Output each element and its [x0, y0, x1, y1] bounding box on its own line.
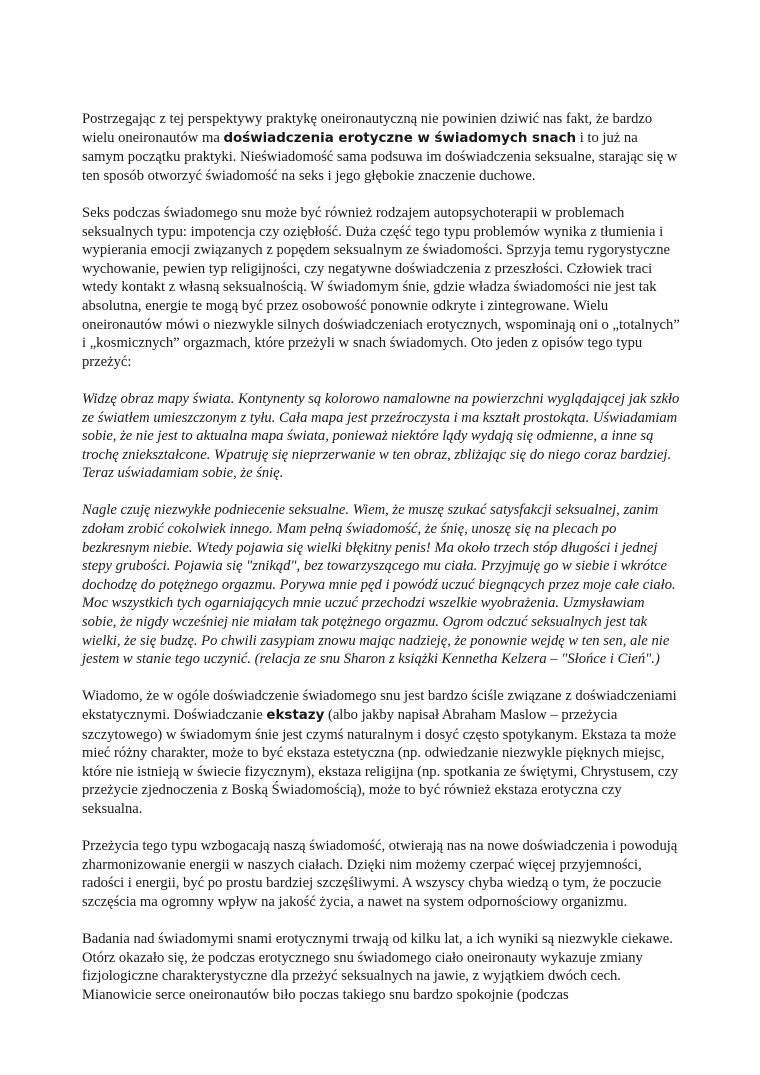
quote-paragraph-experience: Nagle czuję niezwykłe podniecenie seksualne. Wiem, że muszę szukać satysfakcji seksualnej, zanim zdołam zrobić cokolwiek innego. Mam pełną świadomość, że śnię, unoszę się na plecach po bezkresnym niebie. Wtedy pojawia się wielki błękitny penis! Ma około trzech stóp długości i jednej stepy grubości. Pojawia się "znikąd", bez towarzyszącego mu ciała. Przyjmuję go w siebie i wkrótce dochodzę do potężnego orgazmu. Porywa mnie pęd i powódź uczuć biegnących przez moje całe ciało. Moc wszystkich tych ogarniających mnie uczuć przechodzi wszelkie wyobrażenia. Uzmysławiam sobie, że nigdy wcześniej nie miałam tak potężnego orgazmu. Ogrom odczuć seksualnych jest tak wielki, że się budzę. Po chwili zasypiam znowu mając nadzieję, że ponownie wejdę w ten sen, ale nie jestem w stanie tego uczynić. (relacja ze snu Sharon z książki Kennetha Kelzera – "Słońce i Cień".) — [82, 502, 676, 668]
paragraph-intro-text-2: i to już na samym początku praktyki. Nieświadomość sama podsuwa im doświadczenia seksualne, starając się w ten sposób otworzyć świadomość na seks i jego głębokie znaczenie duchowe. — [82, 129, 678, 184]
paragraph-enrichment: Przeżycia tego typu wzbogacają naszą świadomość, otwierają nas na nowe doświadczenia i powodują zharmonizowanie energii w naszych ciałach. Dzięki nim możemy czerpać więcej przyjemności, radości i energii, być po prostu bardziej szczęśliwymi. A wszyscy chyba wiedzą o tym, że poczucie szczęścia ma ogromny wpływ na jakość życia, a nawet na system odpornościowy organizmu. — [82, 838, 678, 910]
paragraph-ecstasy — [82, 687, 682, 818]
paragraph-ecstasy-text-1: Wiadomo, że w ogóle doświadczenie świadomego snu jest bardzo ściśle związane z doświadczeniami ekstatycznymi. Doświadczanie — [82, 688, 677, 723]
bold-phrase-erotic-experiences: doświadczenia erotyczne w świadomych snach — [223, 130, 577, 146]
document-page — [82, 110, 682, 1005]
bold-word-ecstasy: ekstazy — [266, 708, 325, 723]
paragraph-ecstasy-text-2: (albo jakby napisał Abraham Maslow – przeżycia szczytowego) w świadomym śnie jest czymś naturalnym i dosyć często spotykanym. Ekstaza ta może mieć różny charakter, może to być ekstaza estetyczna (np. odwiedzanie niezwykle pięknych miejsc, które nie istnieją w świecie fizycznym), ekstaza religijna (np. spotkania ze świętymi, Chrystusem, czy przeżycie zjednoczenia z Boską Świadomością), może to być również ekstaza erotyczna czy seksualna. — [82, 707, 679, 817]
paragraph-autopsychotherapy: Seks podczas świadomego snu może być również rodzajem autopsychoterapii w problemach seksualnych typu: impotencja czy oziębłość. Duża część tego typu problemów wynika z tłumienia i wypierania emocji związanych z popędem seksualnym ze świadomości. Sprzyja temu rygorystyczne wychowanie, pewien typ religijności, czy negatywne doświadczenia z przeszłości. Człowiek traci wtedy kontakt z własną seksualnością. W świadomym śnie, gdzie władza świadomości nie jest tak absolutna, energie te mogą być przez osobowość ponownie odkryte i zintegrowane. Wielu oneironautów mówi o niezwykle silnych doświadczeniach erotycznych, wspominają oni o „totalnych” i „kosmicznych” orgazmach, które przeżyli w snach świadomych. Oto jeden z opisów tego typu przeżyć: — [82, 204, 680, 370]
paragraph-research: Badania nad świadomymi snami erotycznymi trwają od kilku lat, a ich wyniki są niezwykle ciekawe. Otórz okazało się, że podczas erotycznego snu świadomego ciało oneironauty wykazuje zmiany fizjologiczne charakterystyczne dla przeżyć seksualnych na jawie, z wyjątkiem dwóch cech. Mianowicie serce oneironautów biło poczas takiego snu bardzo spokojnie (podczas — [82, 931, 673, 1003]
paragraph-intro-text-1: Postrzegając z tej perspektywy praktykę oneironautyczną nie powinien dziwić nas fakt, że bardzo wielu oneironautów ma — [82, 111, 653, 146]
quote-paragraph-map: Widzę obraz mapy świata. Kontynenty są kolorowo namalowne na powierzchni wyglądającej jak szkło ze światłem umieszczonym z tyłu. Cała mapa jest przeźroczysta i ma kształt prostokąta. Uświadamiam sobie, że nie jest to aktualna mapa świata, ponieważ niektóre lądy wydają się odmienne, a inne są trochę zniekształcone. Wpatruję się nieprzerwanie w ten obraz, zbliżając się do niego coraz bardziej. Teraz uświadamiam sobie, że śnię. — [82, 390, 680, 482]
paragraph-intro — [82, 110, 682, 185]
